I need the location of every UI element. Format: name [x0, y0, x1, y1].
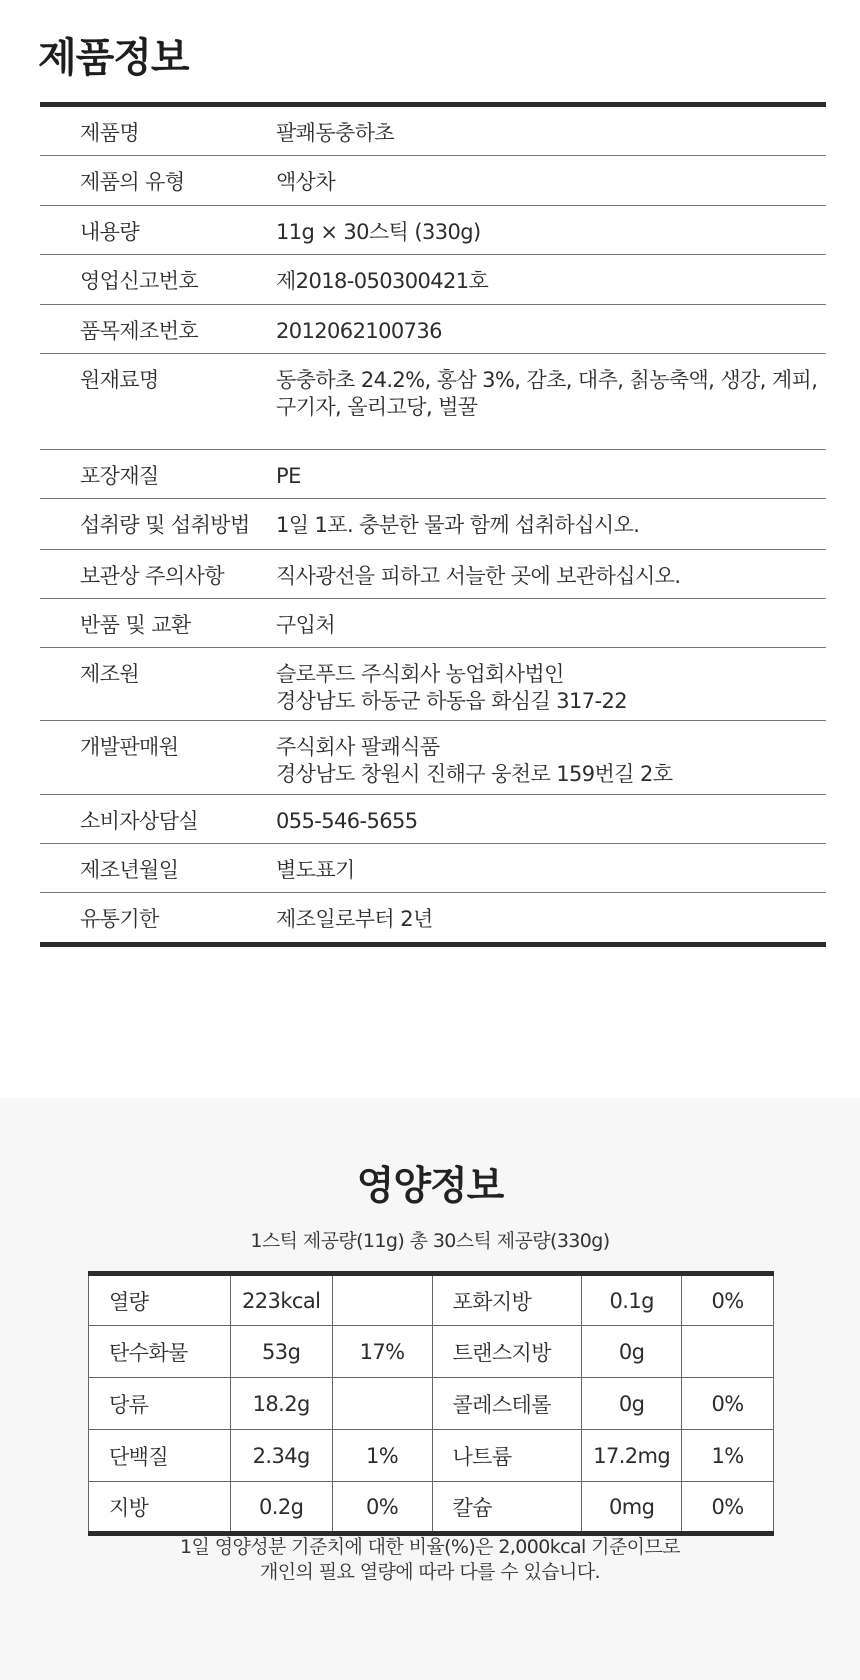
info-row: [40, 156, 826, 206]
info-row-value: [276, 450, 826, 498]
product-info-table: [40, 102, 826, 947]
nutrition-note: [0, 1535, 860, 1585]
info-row-label: 섭취량 및 섭취방법: [80, 513, 250, 537]
info-row: [40, 354, 826, 450]
info-row: [40, 499, 826, 550]
info-row-value-line: 구입처: [276, 613, 336, 637]
info-row-value: [276, 599, 826, 647]
nutrient-daily-value: [332, 1378, 432, 1430]
info-row-value: [276, 305, 826, 353]
info-row-value: [276, 107, 826, 155]
nutrient-name: 단백질: [89, 1430, 231, 1482]
nutrient-amount: 18.2g: [230, 1378, 332, 1430]
info-row: [40, 893, 826, 942]
nutrient-name: 콜레스테롤: [432, 1378, 582, 1430]
info-row-value-line: 제조일로부터 2년: [276, 907, 433, 931]
nutrition-row: [89, 1482, 774, 1534]
nutrient-amount: 0mg: [582, 1482, 682, 1534]
info-row-value: [276, 648, 826, 720]
nutrient-name: 탄수화물: [89, 1326, 231, 1378]
nutrition-row: [89, 1378, 774, 1430]
info-row-value-line: PE: [276, 464, 301, 488]
nutrient-name: 당류: [89, 1378, 231, 1430]
info-row-label: 영업신고번호: [80, 269, 199, 293]
info-row-value: [276, 206, 826, 254]
info-row-value: [276, 721, 826, 794]
product-info-title: 제품정보: [38, 35, 189, 81]
info-row: [40, 844, 826, 893]
nutrient-daily-value: [332, 1274, 432, 1326]
nutrient-amount: 0.2g: [230, 1482, 332, 1534]
info-row-label: 포장재질: [80, 464, 159, 488]
nutrient-amount: 0g: [582, 1326, 682, 1378]
info-row: [40, 795, 826, 844]
info-row: [40, 599, 826, 648]
info-row-value-line: 제2018-050300421호: [276, 269, 489, 293]
nutrient-daily-value: 0%: [682, 1378, 774, 1430]
info-row: [40, 305, 826, 354]
info-row-label: 보관상 주의사항: [80, 564, 224, 588]
nutrient-amount: 53g: [230, 1326, 332, 1378]
info-row-value-line: 구기자, 올리고당, 벌꿀: [276, 395, 478, 419]
nutrient-daily-value: 0%: [332, 1482, 432, 1534]
info-row-value: [276, 844, 826, 892]
info-row-value-line: 액상차: [276, 170, 336, 194]
info-row: [40, 450, 826, 499]
nutrition-note-line: 개인의 필요 열량에 따라 다를 수 있습니다.: [260, 1561, 600, 1583]
info-row-value-line: 슬로푸드 주식회사 농업회사법인: [276, 662, 564, 686]
info-row-label: 유통기한: [80, 907, 159, 931]
nutrition-info-section: [0, 1098, 860, 1680]
nutrient-daily-value: 17%: [332, 1326, 432, 1378]
nutrient-amount: 223kcal: [230, 1274, 332, 1326]
info-row-value: [276, 499, 826, 549]
info-row-value-line: 1일 1포. 충분한 물과 함께 섭취하십시오.: [276, 513, 640, 537]
info-row-label: 제조년월일: [80, 858, 179, 882]
info-row-value-line: 055-546-5655: [276, 809, 418, 833]
info-row-value-line: 2012062100736: [276, 319, 442, 343]
info-row-label: 소비자상담실: [80, 809, 199, 833]
nutrient-daily-value: 0%: [682, 1482, 774, 1534]
nutrition-title: 영양정보: [356, 1164, 504, 1209]
info-row-value-line: 경상남도 하동군 하동읍 화심길 317-22: [276, 689, 628, 713]
nutrient-amount: 17.2mg: [582, 1430, 682, 1482]
nutrient-amount: 2.34g: [230, 1430, 332, 1482]
info-row-value-line: 팔쾌동충하초: [276, 121, 395, 145]
info-row: [40, 721, 826, 795]
info-row-label: 제조원: [80, 662, 140, 686]
nutrition-note-line: 1일 영양성분 기준치에 대한 비율(%)은 2,000kcal 기준이므로: [180, 1536, 680, 1558]
nutrition-subtitle: 1스틱 제공량(11g) 총 30스틱 제공량(330g): [250, 1230, 610, 1252]
info-row: [40, 550, 826, 599]
nutrient-daily-value: 1%: [332, 1430, 432, 1482]
nutrient-amount: 0g: [582, 1378, 682, 1430]
info-row-value: [276, 893, 826, 942]
info-row-label: 반품 및 교환: [80, 613, 191, 637]
nutrient-name: 나트륨: [432, 1430, 582, 1482]
nutrient-name: 지방: [89, 1482, 231, 1534]
info-row-value: [276, 255, 826, 304]
info-row-value-line: 동충하초 24.2%, 홍삼 3%, 감초, 대추, 칡농축액, 생강, 계피,: [276, 368, 818, 392]
info-row-label: 제품의 유형: [80, 170, 185, 194]
info-row-value-line: 주식회사 팔쾌식품: [276, 735, 440, 759]
nutrient-daily-value: 0%: [682, 1274, 774, 1326]
info-row-label: 개발판매원: [80, 735, 179, 759]
info-row: [40, 206, 826, 255]
info-row-value: [276, 354, 826, 449]
info-row-label: 원재료명: [80, 368, 159, 392]
info-row: [40, 107, 826, 156]
nutrient-name: 열량: [89, 1274, 231, 1326]
nutrition-row: [89, 1274, 774, 1326]
info-row-value: [276, 795, 826, 843]
nutrient-name: 포화지방: [432, 1274, 582, 1326]
info-row-label: 내용량: [80, 220, 140, 244]
info-row-value: [276, 156, 826, 205]
nutrition-row: [89, 1326, 774, 1378]
info-row: [40, 648, 826, 721]
nutrient-daily-value: [682, 1326, 774, 1378]
info-row-value-line: 11g × 30스틱 (330g): [276, 220, 481, 244]
info-row-label: 품목제조번호: [80, 319, 199, 343]
nutrition-row: [89, 1430, 774, 1482]
info-row-value-line: 별도표기: [276, 858, 355, 882]
nutrient-name: 트랜스지방: [432, 1326, 582, 1378]
info-row-label: 제품명: [80, 121, 140, 145]
nutrition-table: [88, 1271, 774, 1536]
nutrient-daily-value: 1%: [682, 1430, 774, 1482]
nutrient-name: 칼슘: [432, 1482, 582, 1534]
info-row-value-line: 직사광선을 피하고 서늘한 곳에 보관하십시오.: [276, 564, 681, 588]
nutrient-amount: 0.1g: [582, 1274, 682, 1326]
info-row-value-line: 경상남도 창원시 진해구 웅천로 159번길 2호: [276, 762, 673, 786]
info-row-value: [276, 550, 826, 598]
info-row: [40, 255, 826, 305]
